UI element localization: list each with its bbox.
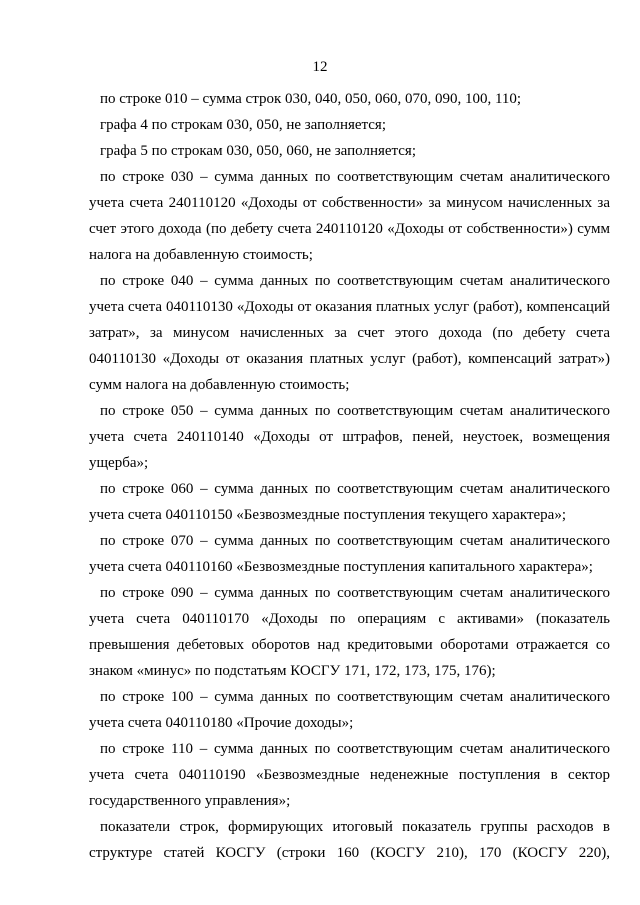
paragraph-line-040: по строке 040 – сумма данных по соответствующим счетам аналитического учета счета 040110130 «Доходы от оказания платных услуг (работ), компенсаций затрат», за минусом начисленных за счет этого дохода (по дебету счета 040110130 «Доходы от оказания платных услуг (работ), компенсаций затрат») сумм налога на добавленную стоимость; bbox=[89, 273, 610, 393]
paragraph-line-050: по строке 050 – сумма данных по соответствующим счетам аналитического учета счета 240110140 «Доходы от штрафов, пеней, неустоек, возмещения ущерба»; bbox=[89, 403, 610, 471]
paragraph-line-030: по строке 030 – сумма данных по соответствующим счетам аналитического учета счета 240110120 «Доходы от собственности» за минусом начисленных за счет этого дохода (по дебету счета 240110120 «Доходы от собственности») сумм налога на добавленную стоимость; bbox=[89, 169, 610, 263]
paragraph-line-010: по строке 010 – сумма строк 030, 040, 050, 060, 070, 090, 100, 110; bbox=[100, 91, 522, 107]
paragraph-line-110: по строке 110 – сумма данных по соответствующим счетам аналитического учета счета 040110190 «Безвозмездные неденежные поступления в сектор государственного управления»; bbox=[89, 741, 610, 809]
paragraph-column-5: графа 5 по строкам 030, 050, 060, не заполняется; bbox=[100, 143, 417, 159]
paragraph-line-070: по строке 070 – сумма данных по соответствующим счетам аналитического учета счета 040110160 «Безвозмездные поступления капитального характера»; bbox=[89, 533, 610, 575]
paragraph-line-090: по строке 090 – сумма данных по соответствующим счетам аналитического учета счета 040110170 «Доходы по операциям с активами» (показатель превышения дебетовых оборотов над кредитовыми оборотами отражается со знаком «минус» по подстатьям КОСГУ 171, 172, 173, 175, 176); bbox=[89, 585, 610, 679]
paragraph-column-4: графа 4 по строкам 030, 050, не заполняется; bbox=[100, 117, 387, 133]
paragraph-expense-indicators: показатели строк, формирующих итоговый показатель группы расходов в структуре статей КОСГУ (строки 160 (КОСГУ 210), 170 (КОСГУ 220), bbox=[89, 819, 610, 861]
paragraph-line-100: по строке 100 – сумма данных по соответствующим счетам аналитического учета счета 040110180 «Прочие доходы»; bbox=[89, 689, 610, 731]
page-number: 12 bbox=[312, 59, 328, 75]
document-body bbox=[89, 86, 610, 866]
paragraph-line-060: по строке 060 – сумма данных по соответствующим счетам аналитического учета счета 040110150 «Безвозмездные поступления текущего характера»; bbox=[89, 481, 610, 523]
